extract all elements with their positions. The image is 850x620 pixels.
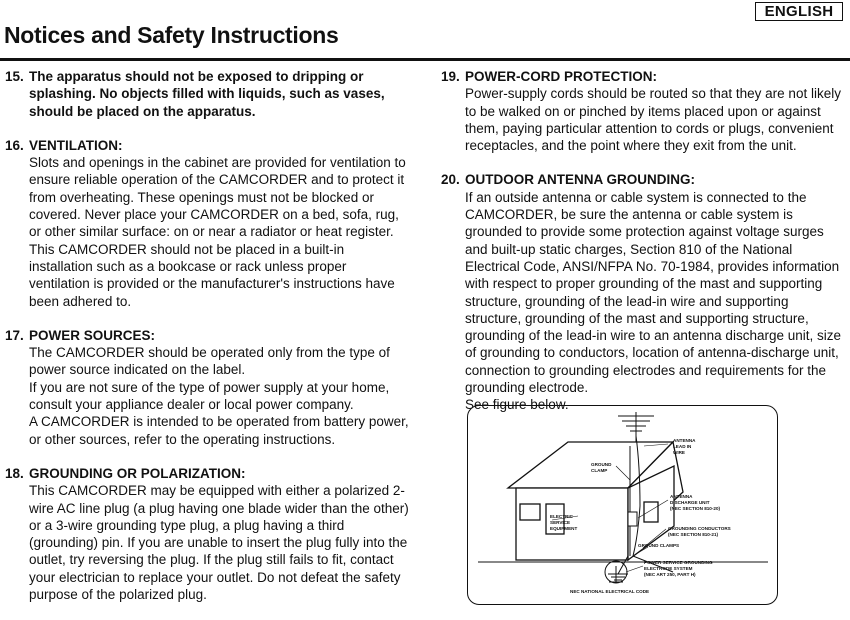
item-number: 18.: [5, 465, 24, 481]
language-badge: ENGLISH: [755, 2, 843, 21]
label-grounding-conductors: GROUNDING CONDUCTORS (NEC SECTION 810-21): [668, 526, 731, 537]
ground-electrode-icon: [605, 561, 627, 583]
item-heading: OUTDOOR ANTENNA GROUNDING:: [465, 172, 695, 188]
left-column: [5, 68, 410, 620]
notice-item-17: [5, 327, 410, 448]
page-title: Notices and Safety Instructions: [4, 22, 339, 48]
item-heading: POWER-CORD PROTECTION:: [465, 69, 657, 84]
item-heading: POWER SOURCES:: [29, 327, 156, 343]
item-paragraph: If you are not sure of the type of power supply at your home, consult your appliance dealer or local power company.: [29, 379, 390, 413]
item-paragraph: The CAMCORDER should be operated only from the type of power source indicated on the label.: [29, 345, 390, 378]
item-paragraph: Slots and openings in the cabinet are provided for ventilation to ensure reliable operation of the CAMCORDER and to protect it from overheating. These openings must not be blocked or covered. Never place your CAMCORDER on a bed, sofa, rug, or other similar surface: on or near a radiator or heat register. This CAMCORDER should not be placed in a built-in installation such as a bookcase or rack unless proper ventilation is provided or the manufacturer's instructions have been adhered to.: [29, 155, 406, 309]
item-paragraph: This CAMCORDER may be equipped with either a polarized 2-wire AC line plug (a plug having one blade wider than the other) or a 3-wire grounding type plug, a plug having a third (grounding) pin. If you are unable to insert the plug fully into the outlet, try reversing the plug. If the plug still fails to fit, contact your electrician to replace your outlet. Do not defeat the safety purpose of the polarized plug.: [29, 483, 409, 603]
notice-item-16: [5, 137, 410, 310]
label-electric-service: ELECTRIC SERVICE EQUIPMENT: [550, 514, 578, 531]
label-discharge-unit: ANTENNA DISCHARGE UNIT (NEC SECTION 810-20): [670, 494, 721, 511]
item-paragraph: A CAMCORDER is intended to be operated from battery power, or other sources, refer to the operating instructions.: [29, 414, 409, 447]
label-ground-clamp: GROUND CLAMP: [591, 462, 612, 473]
label-power-service: POWER SERVICE GROUNDING ELECTRODE SYSTEM (NEC ART 250, PART H): [644, 560, 713, 577]
notice-item-15: [5, 68, 410, 120]
right-column: [441, 68, 847, 431]
item-number: 19.: [441, 69, 460, 84]
title-divider: [0, 58, 850, 61]
notice-item-19: [441, 68, 847, 154]
item-paragraph: If an outside antenna or cable system is connected to the CAMCORDER, be sure the antenna or cable system is grounded to provide some protection against voltage surges and built-up static charges, Section 810 of the National Electrical Code, ANSI/NFPA No. 70-1984, provides information with respect to proper grounding of the mast and supporting structure, grounding of the lead-in wire and supporting structure, grounding of the mast and supporting structure, grounding of the lead-in wire to an antenna discharge unit, size of grounding to conductors, location of antenna-discharge unit, connection to grounding electrodes and requirements for the grounding electrode.: [465, 189, 841, 396]
item-heading: The apparatus should not be exposed to dripping or splashing. No objects filled with liquids, such as vases, should be placed on the apparatus.: [29, 69, 385, 119]
antenna-grounding-figure: [467, 405, 778, 605]
grounding-diagram: [468, 406, 778, 605]
item-paragraph: Power-supply cords should be routed so that they are not likely to be walked on or pinched by items placed upon or against them, paying particular attention to cords or plugs, convenient receptacles, and the point where they exit from the unit.: [465, 86, 841, 154]
label-antenna-lead-in: ANTENNA LEAD IN WIRE: [673, 438, 696, 455]
notice-item-18: [5, 465, 410, 603]
notice-item-20: [441, 171, 847, 413]
item-paragraph: See figure below.: [465, 397, 569, 413]
label-ground-clamps: GROUND CLAMPS: [638, 543, 680, 548]
item-heading: VENTILATION:: [29, 137, 123, 153]
item-number: 17.: [5, 327, 24, 343]
label-nec: NEC NATIONAL ELECTRICAL CODE: [570, 589, 650, 594]
item-number: 16.: [5, 137, 24, 153]
item-heading: GROUNDING OR POLARIZATION:: [29, 465, 246, 481]
item-number: 20.: [441, 172, 460, 188]
item-number: 15.: [5, 69, 24, 84]
